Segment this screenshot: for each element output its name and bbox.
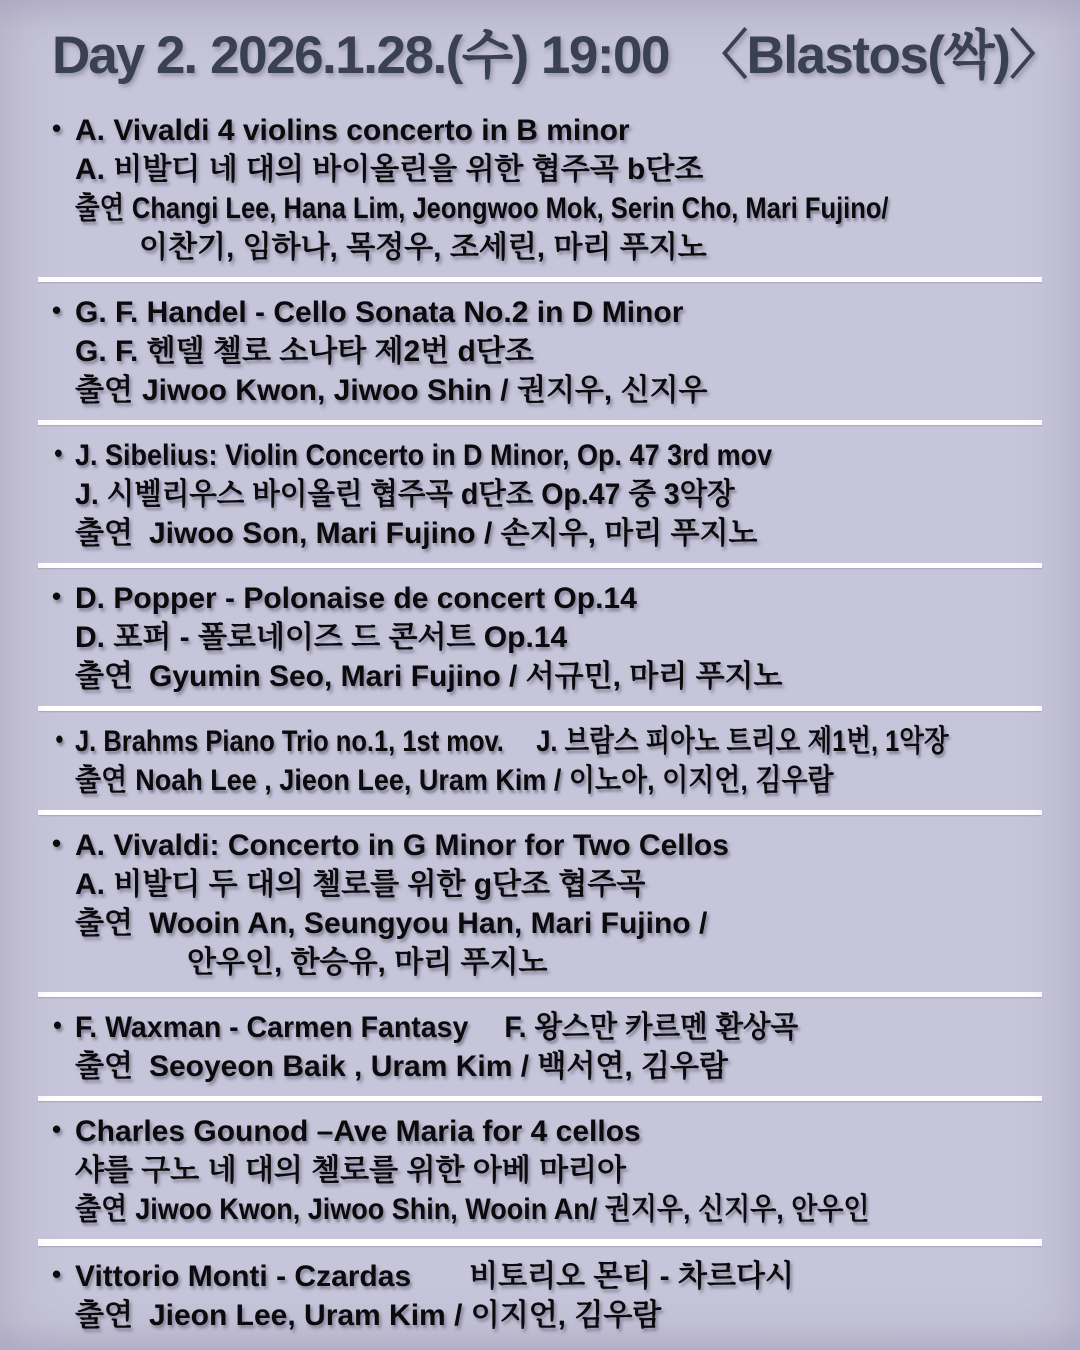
bullet-icon: • (55, 724, 64, 754)
cast-line (75, 1296, 1040, 1335)
piece-title-ko: A. 비발디 네 대의 바이올린을 위한 협주곡 b단조 (75, 153, 704, 186)
piece-title-ko: A. 비발디 두 대의 첼로를 위한 g단조 협주곡 (75, 868, 646, 901)
cast-line-continued: 안우인, 한승유, 마리 푸지노 (187, 946, 548, 979)
cast-names: Jieon Lee, Uram Kim / 이지언, 김우람 (148, 1299, 662, 1332)
cast-label: 출연 (75, 517, 133, 550)
cast-line (75, 1190, 944, 1229)
cast-line (75, 514, 1040, 553)
piece-title-ko: J. 시벨리우스 바이올린 협주곡 d단조 Op.47 중 3악장 (75, 478, 735, 511)
piece-title-en-text: G. F. Handel - Cello Sonata No.2 in D Minor (75, 296, 684, 329)
section-divider (38, 1239, 1042, 1246)
bullet-icon: • (52, 581, 62, 611)
piece-title-en-text: F. Waxman - Carmen Fantasy (75, 1011, 469, 1044)
bullet-icon: • (52, 113, 62, 143)
piece-title-en-text: D. Popper - Polonaise de concert Op.14 (75, 582, 637, 615)
bullet-icon: • (54, 438, 63, 468)
cast-line (75, 189, 895, 228)
cast-label: 출연 (75, 374, 133, 407)
piece-title-en-text: A. Vivaldi 4 violins concerto in B minor (75, 114, 630, 147)
cast-label: 출연 (75, 192, 125, 225)
cast-label: 출연 (75, 660, 133, 693)
piece-title (53, 1008, 992, 1047)
cast-line (75, 761, 944, 800)
piece-title-ko-inline: F. 왕스만 카르멘 환상곡 (504, 1011, 799, 1044)
program-item-vivaldi-4-violins (52, 111, 1040, 267)
cast-label: 출연 (75, 764, 128, 797)
piece-title-ko: G. F. 헨델 첼로 소나타 제2번 d단조 (75, 335, 534, 368)
section-divider (38, 277, 1042, 282)
cast-names: Noah Lee , Jieon Lee, Uram Kim / 이노아, 이지언, 김우람 (135, 764, 834, 797)
program-item-vivaldi-two-cellos (52, 826, 1040, 982)
piece-title-en (52, 293, 1040, 332)
bullet-icon: • (53, 1010, 62, 1040)
date-time: 2026.1.28.(수) 19:00 (210, 26, 669, 85)
cast-line (75, 1047, 1040, 1086)
piece-title-en (52, 826, 1040, 865)
piece-title-en (52, 111, 1040, 150)
cast-names: Jiwoo Kwon, Jiwoo Shin, Wooin An/ 권지우, 신지우, 안우인 (135, 1193, 870, 1226)
bullet-icon: • (52, 828, 62, 858)
cast-label: 출연 (75, 1050, 133, 1083)
program-item-sibelius (54, 436, 1040, 553)
piece-title-en-text: A. Vivaldi: Concerto in G Minor for Two Cellos (75, 829, 729, 862)
bullet-icon: • (52, 1259, 62, 1289)
piece-title (52, 1257, 1040, 1296)
piece-title-en (52, 579, 1040, 618)
cast-label: 출연 (75, 1299, 133, 1332)
cast-label: 출연 (75, 907, 133, 940)
piece-title-en (52, 1112, 1040, 1151)
cast-names: Jiwoo Kwon, Jiwoo Shin / 권지우, 신지우 (141, 374, 708, 407)
section-divider (38, 706, 1042, 711)
piece-title-en-text: Charles Gounod –Ave Maria for 4 cellos (75, 1115, 641, 1148)
page-title (0, 0, 1080, 100)
program-item-popper (52, 579, 1040, 696)
piece-title-ko: D. 포퍼 - 폴로네이즈 드 콘서트 Op.14 (75, 621, 568, 654)
bullet-icon: • (52, 295, 62, 325)
program-item-waxman (53, 1008, 1040, 1086)
cast-line-continued: 이찬기, 임하나, 목정우, 조세린, 마리 푸지노 (139, 231, 707, 264)
piece-title-ko: 샤를 구노 네 대의 첼로를 위한 아베 마리아 (75, 1154, 627, 1187)
piece-title-en-text: J. Sibelius: Violin Concerto in D Minor, Op. 47 3rd mov (75, 439, 773, 472)
cast-names: Seoyeon Baik , Uram Kim / 백서연, 김우람 (148, 1050, 728, 1083)
piece-title (55, 722, 949, 761)
piece-title-ko-inline: J. 브람스 피아노 트리오 제1번, 1악장 (536, 725, 949, 758)
cast-line (75, 657, 1040, 696)
piece-title-en (54, 436, 944, 475)
bullet-icon: • (52, 1114, 62, 1144)
program-item-gounod (52, 1112, 1040, 1229)
section-divider (38, 1096, 1042, 1101)
section-divider (38, 992, 1042, 997)
program-item-monti (52, 1257, 1040, 1335)
cast-names: Changi Lee, Hana Lim, Jeongwoo Mok, Serin Cho, Mari Fujino/ (131, 192, 889, 225)
program-item-brahms (55, 722, 1040, 800)
cast-names: Gyumin Seo, Mari Fujino / 서규민, 마리 푸지노 (148, 660, 783, 693)
piece-title-en-text: J. Brahms Piano Trio no.1, 1st mov. (75, 725, 504, 758)
section-divider (38, 810, 1042, 815)
cast-names: Jiwoo Son, Mari Fujino / 손지우, 마리 푸지노 (148, 517, 758, 550)
cast-line (75, 904, 1040, 943)
event-name: 〈Blastos(싹)〉 (694, 26, 1061, 85)
cast-label: 출연 (75, 1193, 128, 1226)
program-item-handel (52, 293, 1040, 410)
day-label: Day 2. (52, 26, 197, 85)
piece-title-en-text: Vittorio Monti - Czardas (75, 1260, 412, 1293)
piece-title-ko-inline: 비토리오 몬티 - 차르다시 (469, 1260, 794, 1293)
section-divider (38, 420, 1042, 425)
cast-names: Wooin An, Seungyou Han, Mari Fujino / (148, 907, 708, 940)
section-divider (38, 563, 1042, 568)
cast-line (75, 371, 1040, 410)
